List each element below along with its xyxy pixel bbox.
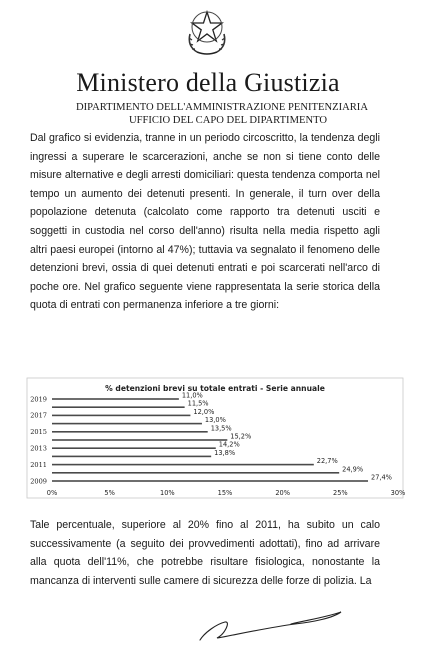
y-tick-label: 2011 [30,460,47,469]
x-tick-label: 25% [333,489,348,497]
chart-title: % detenzioni brevi su totale entrati - Serie annuale [105,384,325,393]
bar-2009 [52,480,368,482]
x-tick-label: 0% [46,489,58,497]
republic-emblem [183,6,231,56]
value-label-2015: 13,5% [210,424,232,433]
x-tick-label: 20% [275,489,290,497]
value-label-2010: 24,9% [342,465,364,474]
bar-2013 [52,447,216,449]
value-label-2009: 27,4% [371,473,392,482]
ministry-title: Ministero della Giustizia [76,68,340,97]
bar-2016 [52,423,202,425]
x-tick-label: 5% [104,489,115,497]
value-label-2019: 11,0% [181,391,203,400]
value-label-2017: 12,0% [193,407,215,416]
bar-2018 [52,406,185,408]
chart-frame [27,378,403,498]
y-tick-label: 2017 [30,411,47,420]
y-tick-label: 2009 [30,477,47,486]
y-tick-label: 2019 [30,395,47,404]
value-label-2011: 22,7% [316,457,338,466]
bar-2010 [52,472,339,474]
closing-paragraph: Tale percentuale, superiore al 20% fino al 2011, ha subito un calo successivamente (a seguito dei provvedimenti adottati), fino ad arrivare alla quota dell'11%, che potrebbe risultare fisiologica, nonostante la mancanza di interventi sulle camere di sicurezza delle forze di polizia. La [30,519,380,587]
value-label-2016: 13,0% [204,416,226,425]
x-tick-label: 15% [217,489,233,497]
y-tick-label: 2015 [30,428,47,437]
bar-2014 [52,439,227,441]
office-name: UFFICIO DEL CAPO DEL DIPARTIMENTO [128,115,328,126]
bar-2012 [52,456,211,458]
handwritten-signature [195,606,345,648]
bar-2019 [52,398,179,400]
value-label-2014: 15,2% [230,432,252,441]
y-tick-label: 2013 [30,444,47,453]
bar-2017 [52,415,190,417]
value-label-2013: 14,2% [218,440,240,449]
bar-2011 [52,464,314,466]
short-detention-chart [27,378,406,498]
bar-2015 [52,431,208,433]
x-tick-label: 10% [160,489,175,497]
value-label-2018: 11,5% [187,399,209,408]
x-tick-label: 30% [390,489,406,497]
intro-paragraph: Dal grafico si evidenzia, tranne in un periodo circoscritto, la tendenza degli ingressi a superare le scarcerazioni, anche se non si tiene conto delle misure alternative e degli arresti domiciliari: questa tendenza comporta nel tempo un aumento dei detenuti presenti. In generale, il turn over della popolazione detenuta (calcolato come rapporto tra detenuti usciti e soggetti in custodia nel corso dell'anno) risulta nella media rispetto agli altri paesi europei (intorno al 47%); tuttavia va segnalato il fenomeno delle detenzioni brevi, ossia di quei detenuti entrati e poi scarcerati nell'arco di poche ore. Nel grafico seguente viene rappresentata la serie storica della quota di entrati con permanenza inferiore a tre giorni: [30,132,380,312]
department-name: DIPARTIMENTO DELL'AMMINISTRAZIONE PENITENZIARIA [76,102,368,113]
value-label-2012: 13,8% [214,448,236,457]
